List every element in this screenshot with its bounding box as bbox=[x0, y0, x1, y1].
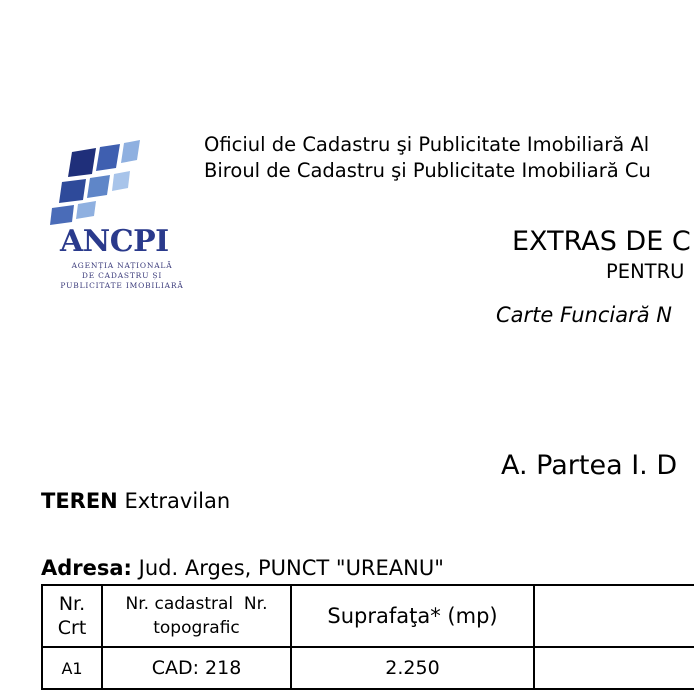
header-empty bbox=[534, 585, 694, 647]
carte-funciara-label: Carte Funciară N bbox=[496, 303, 672, 327]
ancpi-squares-icon bbox=[44, 134, 154, 234]
section-heading: A. Partea I. D bbox=[501, 450, 678, 481]
document-title: EXTRAS DE C bbox=[512, 226, 691, 257]
ancpi-logo bbox=[44, 134, 204, 299]
adresa-line bbox=[41, 556, 444, 580]
header-nr-crt-line-2: Crt bbox=[57, 617, 87, 639]
header-cadastral-line-1: Nr. cadastral Nr. bbox=[125, 594, 268, 614]
header-nr-crt-line-1: Nr. bbox=[58, 593, 86, 615]
teren-value: Extravilan bbox=[124, 489, 231, 513]
table-row bbox=[42, 647, 694, 689]
teren-line bbox=[41, 489, 230, 513]
teren-label: TEREN bbox=[41, 489, 118, 513]
document-subtitle: PENTRU bbox=[606, 260, 685, 283]
logo-wordmark: ANCPI bbox=[60, 224, 169, 259]
header-cadastral-line-2: topografic bbox=[153, 618, 240, 638]
table-header-row bbox=[42, 585, 694, 647]
cell-empty bbox=[534, 647, 694, 689]
logo-line-1: AGENȚIA NAȚIONALĂ bbox=[71, 261, 173, 270]
header-cadastral bbox=[102, 585, 291, 647]
office-line-1: Oficiul de Cadastru şi Publicitate Imobiliară Al bbox=[204, 133, 650, 156]
header-nr-crt bbox=[42, 585, 102, 647]
cell-nr: A1 bbox=[42, 647, 102, 689]
logo-line-3: PUBLICITATE IMOBILIARĂ bbox=[60, 281, 184, 290]
office-line-2: Biroul de Cadastru şi Publicitate Imobiliară Cu bbox=[204, 159, 651, 182]
adresa-value: Jud. Arges, PUNCT "UREANU" bbox=[138, 556, 444, 580]
cell-suprafata: 2.250 bbox=[291, 647, 534, 689]
cadastral-table bbox=[41, 584, 694, 690]
adresa-label: Adresa: bbox=[41, 556, 132, 580]
header-suprafata: Suprafaţa* (mp) bbox=[291, 585, 534, 647]
logo-line-2: DE CADASTRU ȘI bbox=[81, 271, 163, 280]
cell-cadastral: CAD: 218 bbox=[102, 647, 291, 689]
